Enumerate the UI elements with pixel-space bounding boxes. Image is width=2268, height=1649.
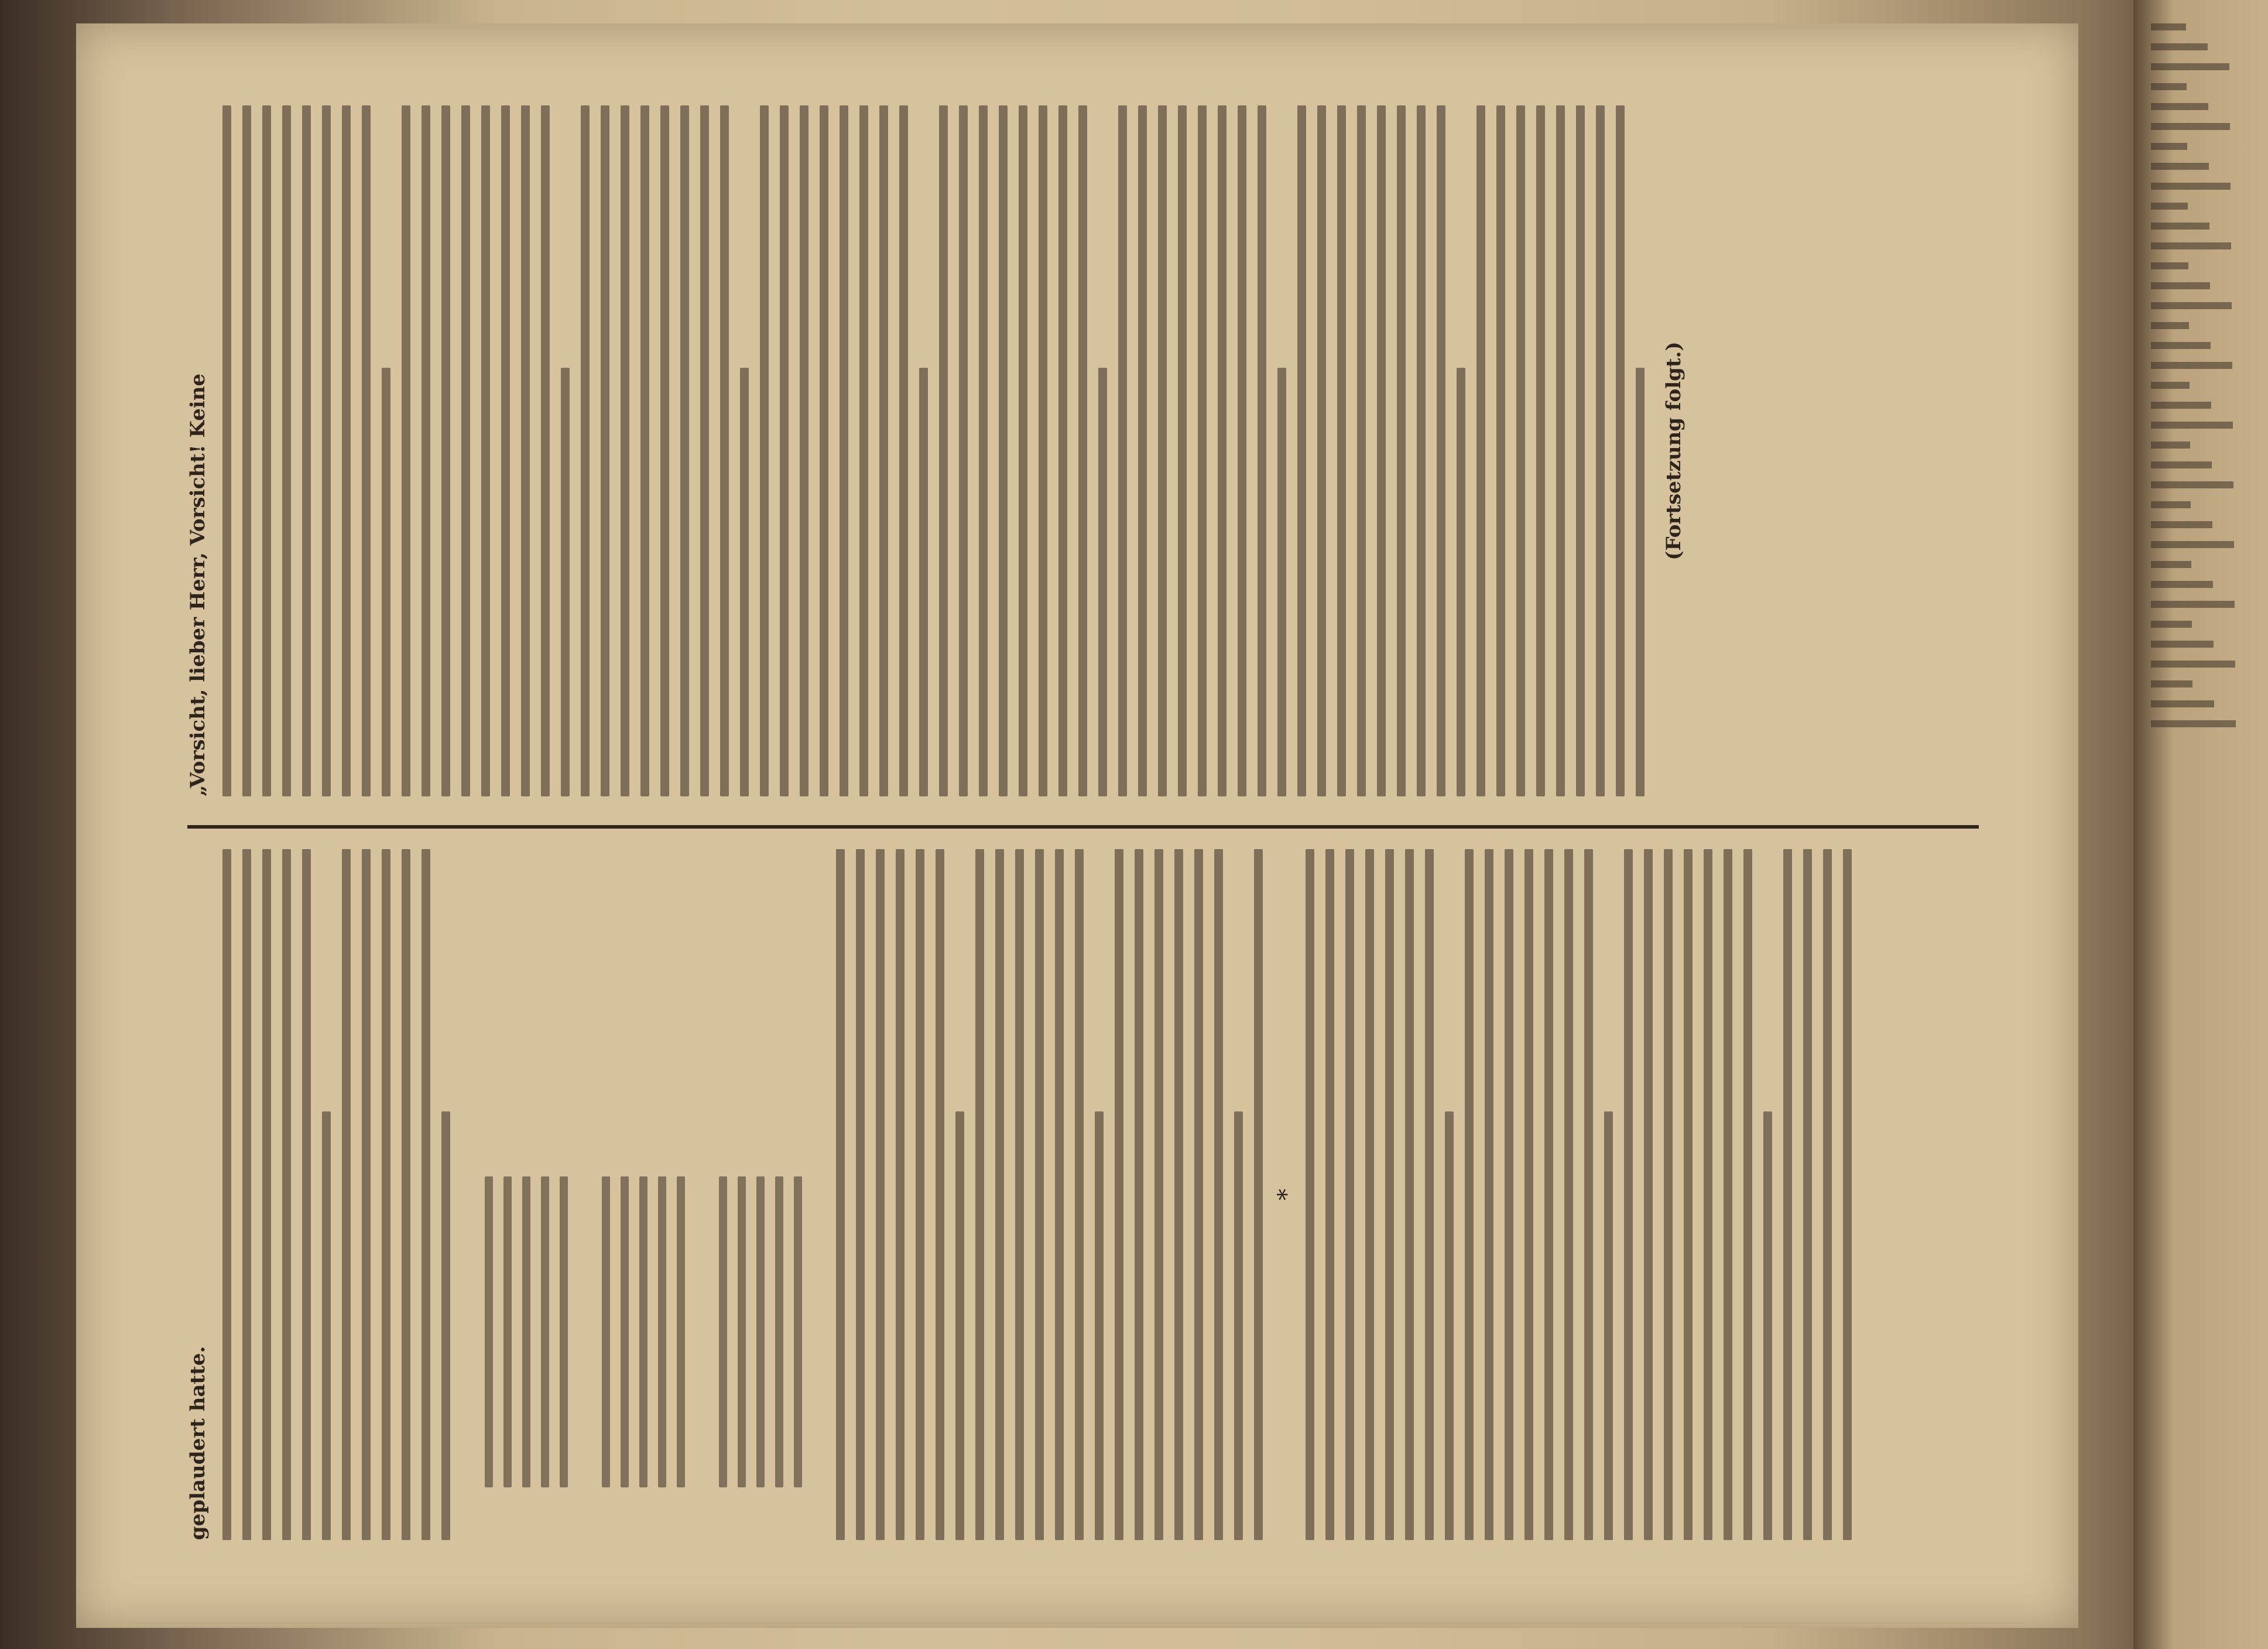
text-line [1445,1111,1454,1540]
text-line [1763,1111,1772,1540]
text-line [955,1111,964,1540]
stanza-gap [813,849,836,1540]
page-edge-mark [2151,282,2210,289]
page-edge-mark [2151,661,2235,668]
text-column-right [181,105,1985,796]
verse-line [503,1176,512,1487]
text-line [382,849,390,1540]
verse-line [756,1176,765,1487]
text-line [999,105,1008,796]
page-edge-mark [2151,402,2211,409]
text-line [680,105,689,796]
text-line [1015,849,1024,1540]
page-edge-mark [2151,302,2232,309]
text-line [780,105,789,796]
text-line [1425,849,1434,1540]
text-line [919,368,928,796]
page-edge-mark [2151,262,2188,269]
text-line [1465,849,1474,1540]
page-edge-mark [2151,63,2229,70]
right-column-opening: „Vorsicht, lieber Herr, Vorsicht! Keine [186,373,210,796]
verse-line [485,1176,493,1487]
text-line [1019,105,1027,796]
page-edge-mark [2151,342,2211,349]
text-line [1536,105,1545,796]
text-line [1616,105,1625,796]
page-edge-mark [2151,163,2209,170]
stanza-gap [461,849,485,1540]
text-line [959,105,968,796]
text-line [1437,105,1445,796]
text-line [262,849,271,1540]
text-line [1115,849,1123,1540]
text-line [1325,849,1334,1540]
text-line [621,105,629,796]
text-line [1135,849,1143,1540]
text-line [1306,849,1314,1540]
text-line [1118,105,1127,796]
text-line [1357,105,1366,796]
text-line [521,105,530,796]
text-line [896,849,905,1540]
text-line [322,105,331,796]
text-line [1174,849,1183,1540]
text-line [859,105,868,796]
text-line [1039,105,1047,796]
text-line [1345,849,1354,1540]
page-edge-mark [2151,621,2192,628]
text-line [1803,849,1812,1540]
text-line [1743,849,1752,1540]
text-line [1576,105,1585,796]
text-line [1154,849,1163,1540]
page-edge-mark [2151,123,2230,130]
text-line [1636,368,1645,796]
left-column-opening: geplaudert hatte. [186,1346,210,1540]
verse-line [738,1176,746,1487]
page-edge-mark [2151,581,2213,588]
text-line [342,849,351,1540]
text-line [1198,105,1207,796]
text-line [1485,849,1493,1540]
verse-line [677,1176,685,1487]
page-edge-mark [2151,561,2191,568]
text-line [422,105,430,796]
text-line [222,105,231,796]
text-line [1058,105,1067,796]
text-line [1397,105,1406,796]
text-line [1214,849,1223,1540]
text-line [975,849,984,1540]
text-line [242,105,251,796]
verse-line [541,1176,549,1487]
text-line [1158,105,1167,796]
verse-line [794,1176,802,1487]
text-line [601,105,609,796]
text-line [1194,849,1203,1540]
verse-line [639,1176,647,1487]
text-line [1524,849,1533,1540]
stanza-gap [696,849,719,1540]
text-line [1138,105,1147,796]
column-divider-rule [187,825,1979,829]
text-line [1724,849,1732,1540]
text-line [222,849,231,1540]
page-edge-mark [2151,541,2234,548]
text-line [1254,849,1263,1540]
text-line [1405,849,1414,1540]
text-line [242,849,251,1540]
text-line [441,1111,450,1540]
page-edge-mark [2151,242,2231,249]
text-line [402,105,410,796]
stanza-gap [578,849,602,1540]
text-line [836,849,845,1540]
page-edge-mark [2151,23,2186,30]
verse-line [719,1176,727,1487]
text-line [481,105,490,796]
page-edge-mark [2151,203,2188,210]
text-line [1684,849,1693,1540]
text-line [1055,849,1064,1540]
text-line [660,105,669,796]
text-line [1496,105,1505,796]
text-line [461,105,470,796]
adjacent-page-edge [2133,0,2268,1649]
text-line [262,105,271,796]
text-line [422,849,430,1540]
page-edge-mark [2151,362,2232,369]
page-edge-mark [2151,521,2212,528]
text-line [1258,105,1266,796]
page-edge-mark [2151,183,2231,190]
page-edge-mark [2151,601,2235,608]
text-line [916,849,924,1540]
text-line [820,105,828,796]
verse-line [602,1176,610,1487]
page-edge-mark [2151,442,2190,449]
text-line [899,105,908,796]
text-line [879,105,888,796]
text-line [1035,849,1044,1540]
newspaper-page [76,23,2078,1628]
text-line [1556,105,1565,796]
text-line [322,1111,331,1540]
text-line [700,105,709,796]
page-edge-mark [2151,322,2189,329]
text-line [402,849,410,1540]
rotated-page-content [76,23,2078,1628]
text-line [1783,849,1792,1540]
text-line [1095,1111,1104,1540]
text-line [1317,105,1326,796]
page-edge-mark [2151,641,2214,648]
page-edge-mark [2151,501,2191,508]
verse-line [560,1176,568,1487]
text-line [282,849,291,1540]
text-line [501,105,510,796]
text-line [840,105,848,796]
page-edge-mark [2151,103,2208,110]
text-line [1277,368,1286,796]
text-line [1457,368,1465,796]
text-line [1417,105,1426,796]
text-line [1644,849,1653,1540]
text-line [1516,105,1525,796]
text-line [936,849,944,1540]
text-line [382,368,390,796]
text-line [856,849,865,1540]
text-line [1604,1111,1613,1540]
text-line [1098,368,1107,796]
text-line [1664,849,1673,1540]
text-line [1337,105,1346,796]
text-line [939,105,948,796]
text-line [1823,849,1832,1540]
verse-line [775,1176,783,1487]
text-line [1385,849,1394,1540]
page-edge-mark [2151,43,2208,50]
text-line [1476,105,1485,796]
text-line [342,105,351,796]
text-line [1624,849,1633,1540]
text-line [979,105,988,796]
text-line [541,105,550,796]
text-line [1505,849,1513,1540]
page-edge-mark [2151,481,2233,488]
continuation-note: (Fortsetzung folgt.) [1662,341,1685,560]
page-edge-mark [2151,382,2190,389]
text-line [561,368,570,796]
text-line [1178,105,1187,796]
page-edge-mark [2151,223,2209,230]
text-line [581,105,590,796]
page-edge-mark [2151,143,2187,150]
text-line [1075,849,1084,1540]
verse-line [522,1176,530,1487]
text-line [1365,849,1374,1540]
verse-line [658,1176,666,1487]
text-line [1843,849,1852,1540]
text-line [876,849,885,1540]
text-line [995,849,1004,1540]
verse-line [621,1176,629,1487]
text-line [362,105,371,796]
text-column-left [181,849,1985,1540]
page-edge-mark [2151,83,2187,90]
text-line [1564,849,1573,1540]
text-line [800,105,808,796]
text-line [1704,849,1712,1540]
page-edge-mark [2151,700,2214,707]
text-line [1544,849,1553,1540]
text-line [1596,105,1605,796]
text-line [1234,1111,1243,1540]
text-line [302,849,311,1540]
text-line [282,105,291,796]
text-line [362,849,371,1540]
page-edge-mark [2151,680,2192,687]
text-line [640,105,649,796]
text-line [1297,105,1306,796]
text-line [720,105,729,796]
text-line [302,105,311,796]
text-line [740,368,749,796]
text-line [1078,105,1087,796]
text-line [1218,105,1226,796]
page-edge-mark [2151,461,2212,468]
page-edge-mark [2151,422,2233,429]
page-edge-mark [2151,720,2236,727]
section-separator: * [1273,1189,1300,1200]
text-line [760,105,769,796]
text-line [1377,105,1386,796]
text-line [1238,105,1246,796]
text-line [441,105,450,796]
text-line [1584,849,1593,1540]
